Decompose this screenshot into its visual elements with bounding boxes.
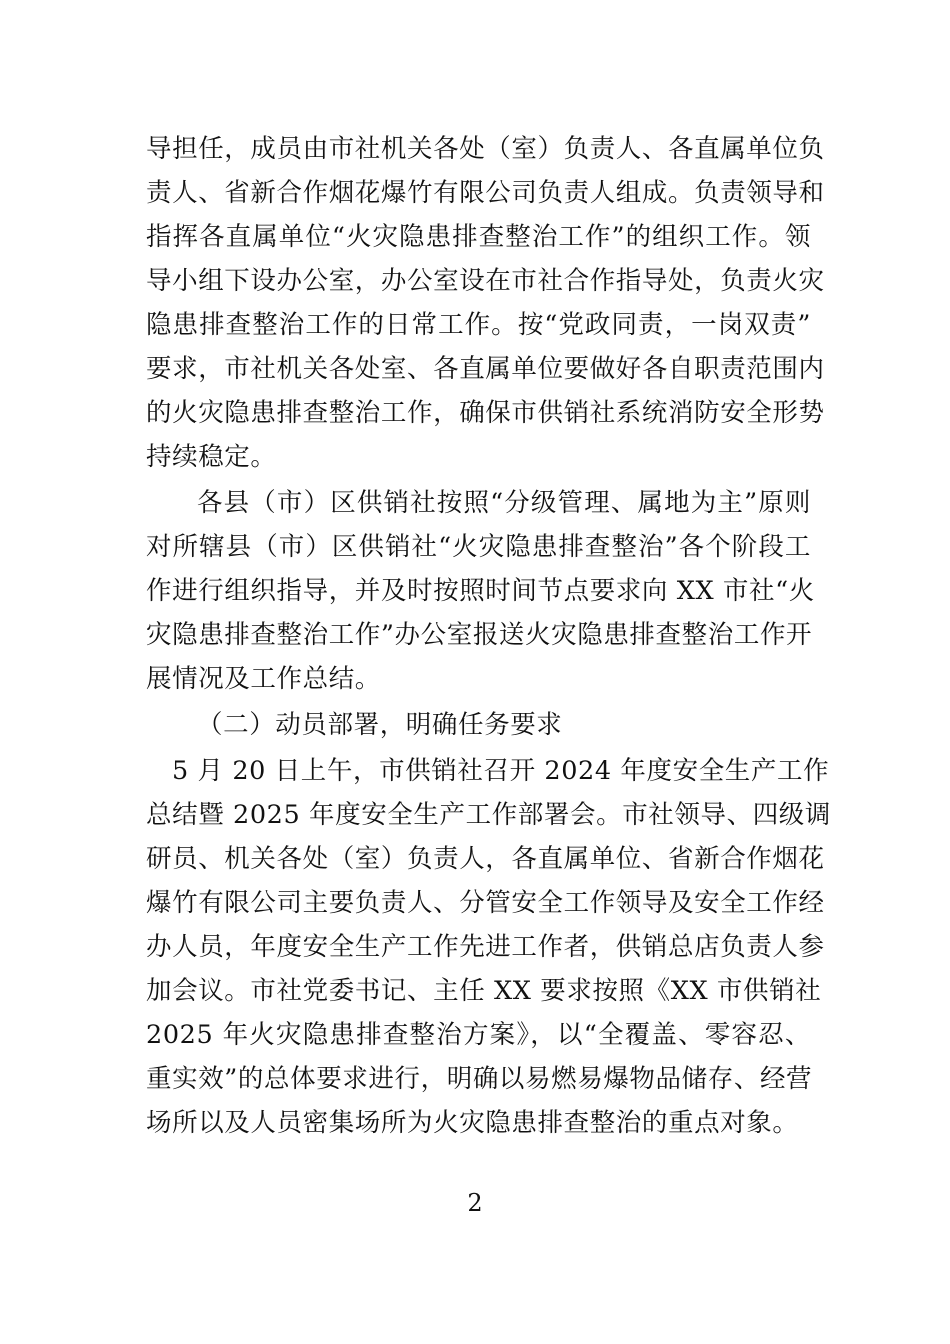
paragraph-1-line-2: 责人、省新合作烟花爆竹有限公司负责人组成。负责领导和	[146, 178, 825, 208]
paragraph-2-line-5: 展情况及工作总结。	[146, 664, 381, 694]
paragraph-3-line-9: 场所以及人员密集场所为火灾隐患排查整治的重点对象。	[146, 1108, 799, 1138]
paragraph-2-line-2: 对所辖县（市）区供销社“火灾隐患排查整治”各个阶段工	[146, 532, 811, 562]
paragraph-3-line-3: 研员、机关各处（室）负责人，各直属单位、省新合作烟花	[146, 844, 825, 874]
paragraph-2-line-1: 各县（市）区供销社按照“分级管理、属地为主”原则	[197, 488, 811, 518]
paragraph-1-line-3: 指挥各直属单位“火灾隐患排查整治工作”的组织工作。领	[146, 222, 811, 252]
paragraph-3-line-5: 办人员，年度安全生产工作先进工作者，供销总店负责人参	[146, 932, 825, 962]
paragraph-3-line-8: 重实效”的总体要求进行，明确以易燃易爆物品储存、经营	[146, 1064, 813, 1094]
paragraph-3-line-7: 2025 年火灾隐患排查整治方案》，以“全覆盖、零容忍、	[146, 1020, 811, 1050]
paragraph-2-line-3: 作进行组织指导，并及时按照时间节点要求向 XX 市社“火	[146, 576, 815, 606]
paragraph-3-line-6: 加会议。市社党委书记、主任 XX 要求按照《XX 市供销社	[146, 976, 822, 1006]
paragraph-1-line-6: 要求，市社机关各处室、各直属单位要做好各自职责范围内	[146, 354, 825, 384]
paragraph-3-line-4: 爆竹有限公司主要负责人、分管安全工作领导及安全工作经	[146, 888, 825, 918]
paragraph-1-line-4: 导小组下设办公室，办公室设在市社合作指导处，负责火灾	[146, 266, 825, 296]
paragraph-2-line-4: 灾隐患排查整治工作”办公室报送火灾隐患排查整治工作开	[146, 620, 813, 650]
paragraph-3-line-1: 5 月 20 日上午，市供销社召开 2024 年度安全生产工作	[172, 756, 830, 786]
paragraph-1-line-7: 的火灾隐患排查整治工作，确保市供销社系统消防安全形势	[146, 398, 825, 428]
paragraph-1-line-5: 隐患排查整治工作的日常工作。按“党政同责，一岗双责”	[146, 310, 811, 340]
paragraph-1-line-8: 持续稳定。	[146, 442, 277, 472]
section-heading: （二）动员部署，明确任务要求	[197, 710, 563, 740]
page-number: 2	[467, 1189, 483, 1217]
paragraph-1-line-1: 导担任，成员由市社机关各处（室）负责人、各直属单位负	[146, 134, 825, 164]
paragraph-3-line-2: 总结暨 2025 年度安全生产工作部署会。市社领导、四级调	[146, 800, 832, 830]
